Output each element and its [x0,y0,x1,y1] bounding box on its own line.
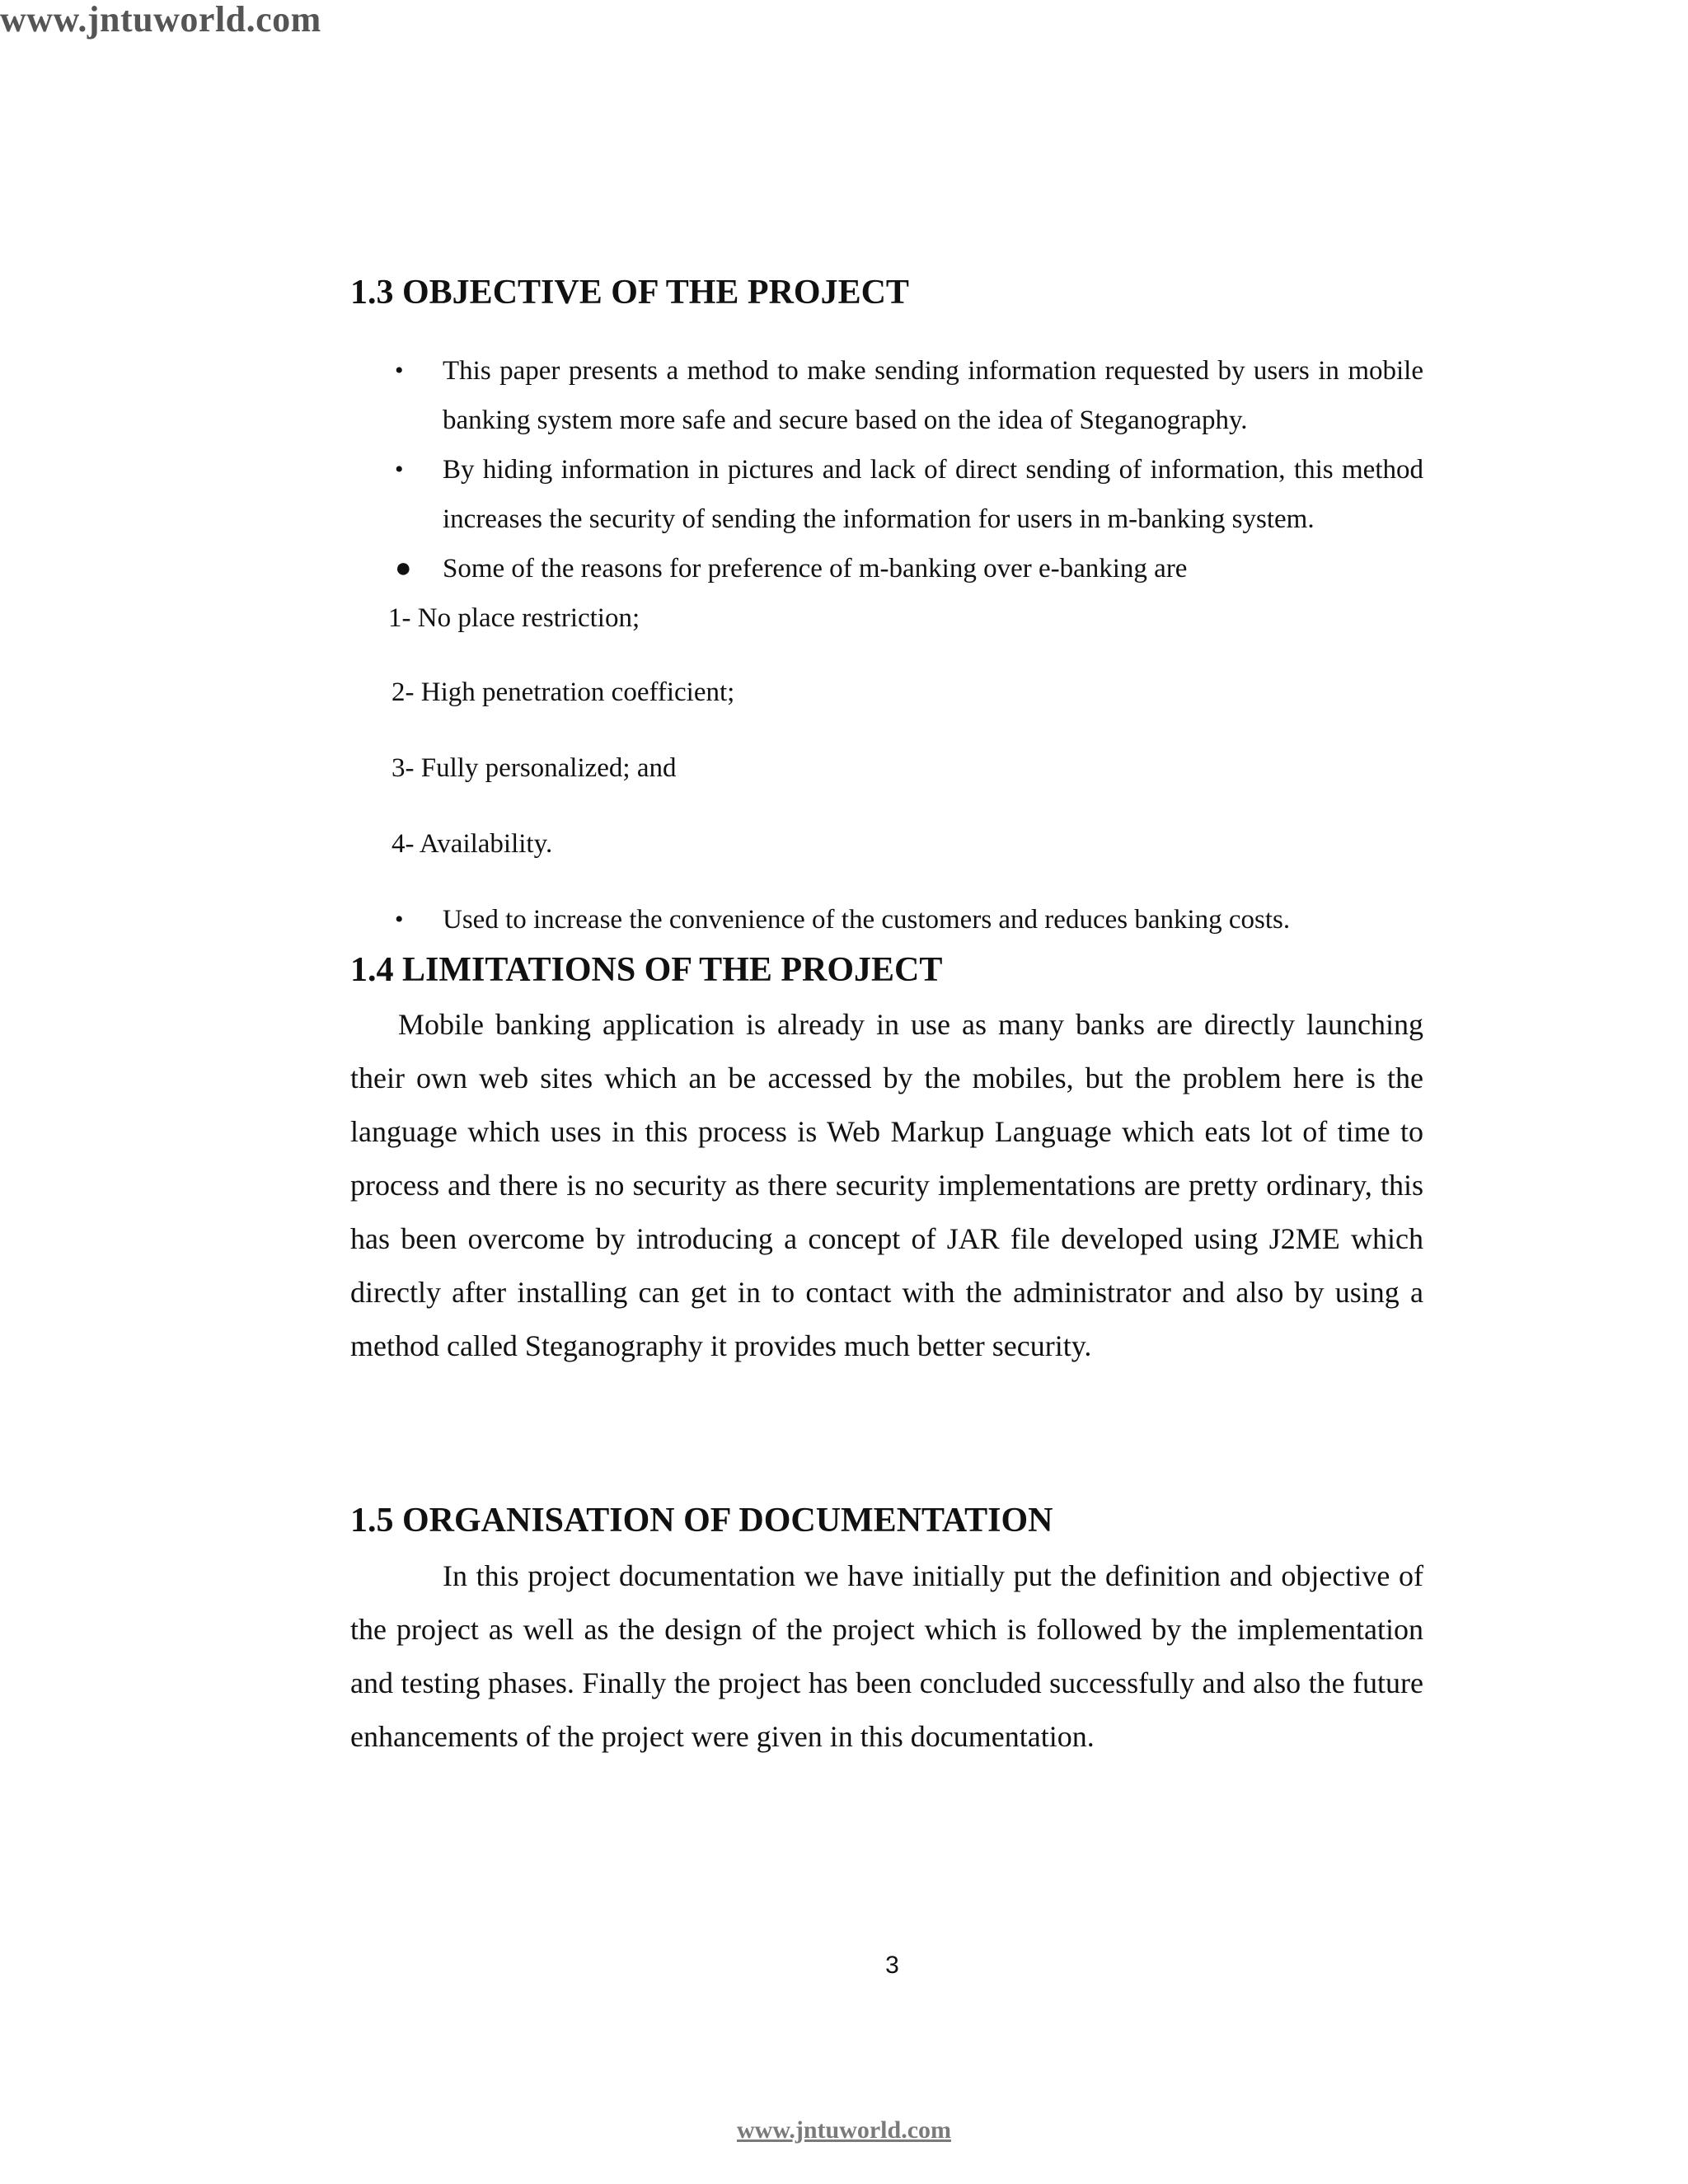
objective-bullet-1 [350,346,1423,445]
objective-bullet-text: This paper presents a method to make sending information requested by users in mobile banking system more safe and secure based on the idea of Steganography. [443,356,1423,436]
objective-bullet-text: By hiding information in pictures and lack of direct sending of information, this method increases the security of sending the information for users in m-banking system. [443,455,1423,535]
heading-limitations: 1.4 LIMITATIONS OF THE PROJECT [350,951,943,990]
reason-item-3: 3- Fully personalized; and [392,753,677,784]
reason-item-1: 1- No place restriction; [388,603,640,634]
bullet-icon: ● [395,553,412,584]
heading-objective: 1.3 OBJECTIVE OF THE PROJECT [350,274,909,312]
limitations-paragraph: Mobile banking application is already in use as many banks are directly launching their own web sites which an be accessed by the mobiles, but the problem here is the language which uses in this process is Web Markup Language which eats lot of time to process and there is no security as there security implementations are pretty ordinary, this has been overcome by introducing a concept of JAR file developed using J2ME which directly after installing can get in to contact with the administrator and also by using a method called Steganography it provides much better security. [350,1007,1423,1362]
reason-item-2: 2- High penetration coefficient; [392,677,735,708]
bullet-icon: • [395,906,404,934]
bullet-icon: • [395,357,404,385]
reasons-list [350,593,1423,869]
objective-bullet-2 [350,445,1423,544]
page-number: 3 [885,1952,899,1979]
objective-bullet-text: Used to increase the convenience of the customers and reduces banking costs. [443,905,1291,935]
heading-organisation: 1.5 ORGANISATION OF DOCUMENTATION [350,1501,1053,1540]
watermark-bottom[interactable] [0,2116,1688,2144]
objective-bullet-3 [350,544,1423,593]
organisation-paragraph: In this project documentation we have initially put the definition and objective of the project as well as the design of the project which is followed by the implementation and testing phases. Finally the project has been concluded successfully and also the future enhancements of the project were given in this documentation. [350,1559,1423,1754]
objective-bullet-4 [350,895,1423,944]
objective-final-bullet-list [350,895,1423,944]
watermark-top[interactable]: www.jntuworld.com [0,0,321,40]
objective-bullet-list [350,346,1423,593]
watermark-bottom-link[interactable]: www.jntuworld.com [737,2116,951,2144]
objective-bullet-text: Some of the reasons for preference of m-banking over e-banking are [443,554,1188,584]
bullet-icon: • [395,456,404,484]
reason-item-4: 4- Availability. [392,829,553,860]
page-content [350,272,1423,1764]
